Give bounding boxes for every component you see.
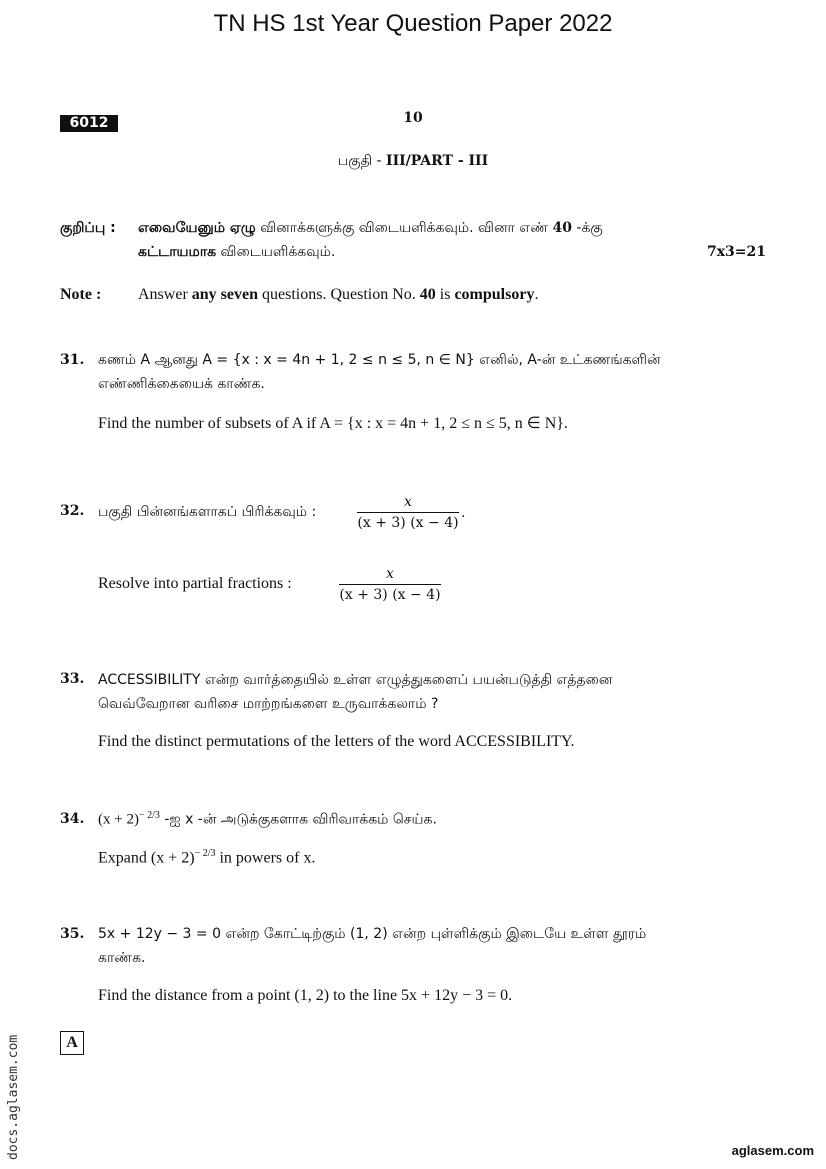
note-bold-question-number: 40 — [419, 286, 436, 303]
question-31-english: Find the number of subsets of A if A = {x : x = 4n + 1, 2 ≤ n ≤ 5, n ∈ N}. — [98, 415, 568, 432]
part-heading-label: III/PART - III — [386, 153, 489, 169]
note-bold-compulsory: compulsory — [454, 286, 535, 303]
question-35-tamil-line-2: காண்க. — [98, 950, 146, 966]
tamil-note-line-2 — [138, 244, 335, 262]
question-number: 35. — [60, 926, 85, 942]
question-32-tamil: பகுதி பின்னங்களாகப் பிரிக்கவும் : — [98, 504, 317, 520]
question-number: 31. — [60, 352, 85, 368]
tamil-note-text-2: விடையளிக்கவும். — [216, 244, 336, 260]
footer-brand: aglasem.com — [731, 1143, 814, 1158]
question-31-tamil-line-1: கணம் A ஆனது A = {x : x = 4n + 1, 2 ≤ n ≤ 5, n ∈ N} எனில், A-ன் உட்கணங்களின் — [98, 352, 661, 368]
tamil-note-bold: எவையேனும் ஏழு — [138, 220, 256, 236]
part-heading-tamil: பகுதி - — [337, 153, 387, 169]
tamil-note-label: குறிப்பு : — [60, 220, 116, 236]
question-34-tamil-text: -ஐ x -ன் அடுக்குகளாக விரிவாக்கம் செய்க. — [159, 811, 437, 828]
tamil-note-line-1 — [138, 220, 603, 238]
tamil-note-end: -க்கு — [571, 220, 603, 236]
expression-exponent: − 2/3 — [138, 810, 160, 821]
question-34-english-pre: Expand (x + 2) — [98, 849, 195, 867]
question-32-english-fraction — [339, 566, 441, 603]
question-34-english — [98, 848, 315, 867]
tamil-note-text: வினாக்களுக்கு விடையளிக்கவும். வினா எண் — [255, 220, 553, 236]
page-title: TN HS 1st Year Question Paper 2022 — [213, 10, 613, 37]
fraction-numerator: x — [386, 566, 394, 582]
tamil-note-bold-2: கட்டாயமாக — [138, 244, 217, 260]
expression-exponent: − 2/3 — [194, 848, 216, 859]
question-number: 32. — [60, 503, 85, 519]
note-mid: questions. Question No. — [258, 286, 420, 303]
paper-code-badge: 6012 — [60, 115, 118, 132]
question-31-tamil-line-2: எண்ணிக்கையைக் காண்க. — [98, 376, 265, 392]
question-34-english-rest: in powers of x. — [215, 849, 316, 867]
tamil-note-number: 40 — [552, 220, 572, 236]
question-number: 34. — [60, 811, 85, 827]
note-end: . — [534, 286, 539, 303]
question-33-tamil-line-2: வெவ்வேறான வரிசை மாற்றங்களை உருவாக்கலாம் ? — [98, 696, 439, 712]
part-heading — [0, 153, 826, 171]
question-32-english: Resolve into partial fractions : — [98, 575, 292, 592]
page-number: 10 — [403, 110, 423, 126]
note-bold-any-seven: any seven — [191, 286, 258, 303]
note-mid-2: is — [435, 286, 455, 303]
expression-base: (x + 2) — [98, 811, 139, 828]
note-pre: Answer — [138, 286, 192, 303]
marks-allocation: 7x3=21 — [706, 244, 766, 260]
fraction-denominator: (x + 3) (x − 4) — [339, 587, 441, 603]
question-number: 33. — [60, 671, 85, 687]
question-32-tamil-fraction — [357, 494, 459, 531]
note-text — [138, 286, 538, 304]
question-34-tamil — [98, 810, 437, 830]
note-label: Note : — [60, 286, 102, 303]
fraction-numerator: x — [404, 494, 412, 510]
question-35-tamil-line-1: 5x + 12y − 3 = 0 என்ற கோட்டிற்கும் (1, 2) என்ற புள்ளிக்கும் இடையே உள்ள தூரம் — [98, 926, 647, 942]
question-32-fraction-period: . — [461, 505, 466, 521]
question-35-english: Find the distance from a point (1, 2) to the line 5x + 12y − 3 = 0. — [98, 987, 513, 1004]
fraction-denominator: (x + 3) (x − 4) — [357, 515, 459, 531]
question-33-tamil-line-1: ACCESSIBILITY என்ற வார்த்தையில் உள்ள எழுத்துகளைப் பயன்படுத்தி எத்தனை — [98, 672, 613, 688]
side-watermark: docs.aglasem.com — [6, 1034, 21, 1160]
question-33-english: Find the distinct permutations of the letters of the word ACCESSIBILITY. — [98, 733, 575, 750]
section-marker-box: A — [60, 1031, 84, 1055]
